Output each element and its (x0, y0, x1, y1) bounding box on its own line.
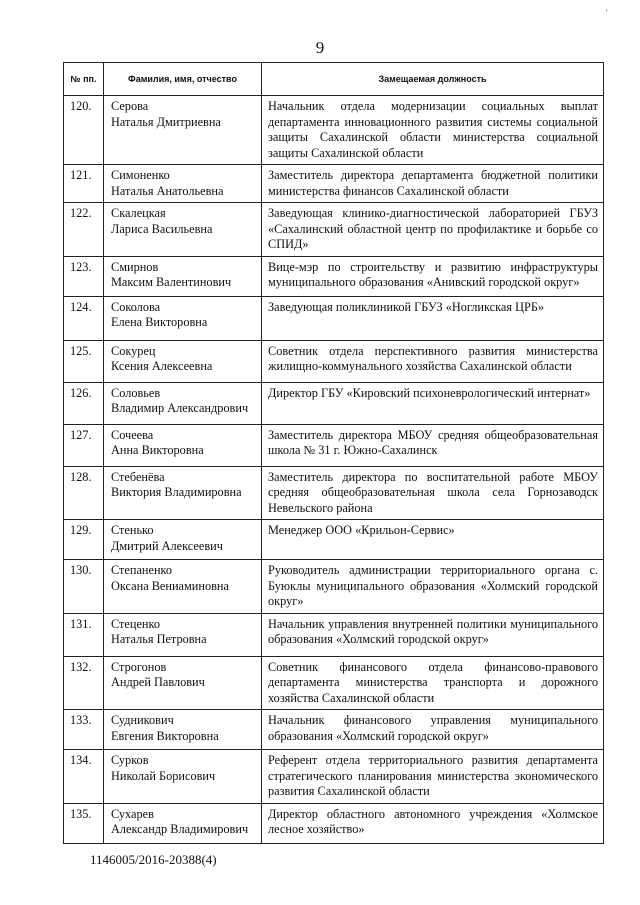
person-name (104, 560, 262, 614)
document-code: 1146005/2016-20388(4) (90, 852, 217, 867)
person-name (104, 96, 262, 165)
given-names: Лариса Васильевна (111, 221, 213, 236)
table-row (64, 340, 604, 382)
row-number: 134. (64, 750, 104, 804)
position-title: Заместитель директора департамента бюджетной политики министерства финансов Сахалинской области (262, 165, 604, 203)
surname: Строгонов (111, 659, 167, 674)
person-name (104, 203, 262, 257)
personnel-table-container (63, 62, 603, 844)
row-number: 131. (64, 613, 104, 656)
given-names: Анна Викторовна (111, 443, 204, 457)
row-number: 125. (64, 340, 104, 382)
person-name (104, 656, 262, 710)
surname: Симоненко (111, 168, 170, 182)
position-title: Руководитель администрации территориального органа с. Буюклы муниципального образования «Холмский городской округ» (262, 560, 604, 614)
person-name (104, 803, 262, 843)
surname: Степаненко (111, 563, 173, 577)
row-number: 127. (64, 424, 104, 466)
surname: Сочеева (111, 427, 154, 442)
given-names: Александр Владимирович (111, 822, 249, 836)
table-row (64, 203, 604, 257)
table-row (64, 382, 604, 424)
person-name (104, 520, 262, 560)
table-row (64, 750, 604, 804)
row-number: 132. (64, 656, 104, 710)
person-name (104, 750, 262, 804)
table-row (64, 520, 604, 560)
surname: Сурков (111, 753, 149, 767)
given-names: Ксения Алексеевна (111, 359, 213, 373)
scan-mark: ' (606, 8, 608, 17)
given-names: Елена Викторовна (111, 315, 208, 329)
surname: Стебенёва (111, 469, 165, 484)
surname: Соловьев (111, 385, 161, 400)
person-name (104, 710, 262, 750)
header-full-name: Фамилия, имя, отчество (104, 63, 262, 96)
position-title: Советник отдела перспективного развития министерства жилищно-коммунального хозяйства Сахалинской области (262, 340, 604, 382)
table-row (64, 613, 604, 656)
person-name (104, 466, 262, 520)
position-title: Заведующая клинико-диагностической лабораторией ГБУЗ «Сахалинский областной центр по профилактике и борьбе со СПИД» (262, 203, 604, 257)
position-title: Заместитель директора по воспитательной работе МБОУ средняя общеобразовательная школа села Горнозаводск Невельского района (262, 466, 604, 520)
surname: Стеценко (111, 616, 160, 631)
row-number: 135. (64, 803, 104, 843)
surname: Сокурец (111, 343, 156, 358)
person-name (104, 165, 262, 203)
position-title: Менеджер ООО «Крильон-Сервис» (262, 520, 604, 560)
surname: Судникович (111, 713, 174, 727)
position-title: Директор ГБУ «Кировский психоневрологический интернат» (262, 382, 604, 424)
table-row (64, 803, 604, 843)
row-number: 123. (64, 256, 104, 296)
table-row (64, 296, 604, 340)
row-number: 124. (64, 296, 104, 340)
row-number: 128. (64, 466, 104, 520)
given-names: Наталья Дмитриевна (111, 114, 221, 129)
given-names: Владимир Александрович (111, 401, 249, 415)
table-row (64, 560, 604, 614)
person-name (104, 613, 262, 656)
table-row (64, 424, 604, 466)
person-name (104, 382, 262, 424)
table-row (64, 165, 604, 203)
given-names: Николай Борисович (111, 768, 216, 783)
personnel-table (63, 62, 604, 844)
person-name (104, 340, 262, 382)
person-name (104, 256, 262, 296)
given-names: Дмитрий Алексеевич (111, 538, 223, 553)
row-number: 121. (64, 165, 104, 203)
surname: Соколова (111, 299, 161, 314)
table-header (64, 63, 604, 96)
table-row (64, 256, 604, 296)
position-title: Заведующая поликлиникой ГБУЗ «Ногликская ЦРБ» (262, 296, 604, 340)
page-number: 9 (315, 38, 325, 57)
table-body (64, 96, 604, 844)
table-row (64, 96, 604, 165)
surname: Стенько (111, 523, 154, 537)
row-number: 130. (64, 560, 104, 614)
position-title: Заместитель директора МБОУ средняя общеобразовательная школа № 31 г. Южно-Сахалинск (262, 424, 604, 466)
given-names: Евгения Викторовна (111, 728, 219, 743)
row-number: 120. (64, 96, 104, 165)
position-title: Директор областного автономного учреждения «Холмское лесное хозяйство» (262, 803, 604, 843)
given-names: Оксана Вениаминовна (111, 578, 229, 593)
position-title: Референт отдела территориального развития департамента стратегического планирования министерства экономического развития Сахалинской области (262, 750, 604, 804)
given-names: Наталья Петровна (111, 632, 207, 646)
given-names: Виктория Владимировна (111, 485, 242, 499)
surname: Сухарев (111, 806, 154, 821)
position-title: Начальник отдела модернизации социальных выплат департамента инновационного развития системы социальной защиты Сахалинской области министерства социальной защиты Сахалинской области (262, 96, 604, 165)
table-row (64, 710, 604, 750)
given-names: Максим Валентинович (111, 275, 232, 289)
surname: Серова (111, 99, 149, 113)
person-name (104, 424, 262, 466)
header-position: Замещаемая должность (262, 63, 604, 96)
row-number: 129. (64, 520, 104, 560)
given-names: Наталья Анатольевна (111, 183, 224, 198)
position-title: Советник финансового отдела финансово-правового департамента министерства транспорта и дорожного хозяйства Сахалинской области (262, 656, 604, 710)
position-title: Вице-мэр по строительству и развитию инфраструктуры муниципального образования «Анивский городской округ» (262, 256, 604, 296)
row-number: 122. (64, 203, 104, 257)
header-number: № пп. (64, 63, 104, 96)
surname: Смирнов (111, 259, 159, 274)
person-name (104, 296, 262, 340)
row-number: 126. (64, 382, 104, 424)
position-title: Начальник финансового управления муниципального образования «Холмский городской округ» (262, 710, 604, 750)
table-row (64, 466, 604, 520)
table-row (64, 656, 604, 710)
given-names: Андрей Павлович (111, 675, 205, 689)
position-title: Начальник управления внутренней политики муниципального образования «Холмский городской округ» (262, 613, 604, 656)
row-number: 133. (64, 710, 104, 750)
surname: Скалецкая (111, 206, 166, 220)
